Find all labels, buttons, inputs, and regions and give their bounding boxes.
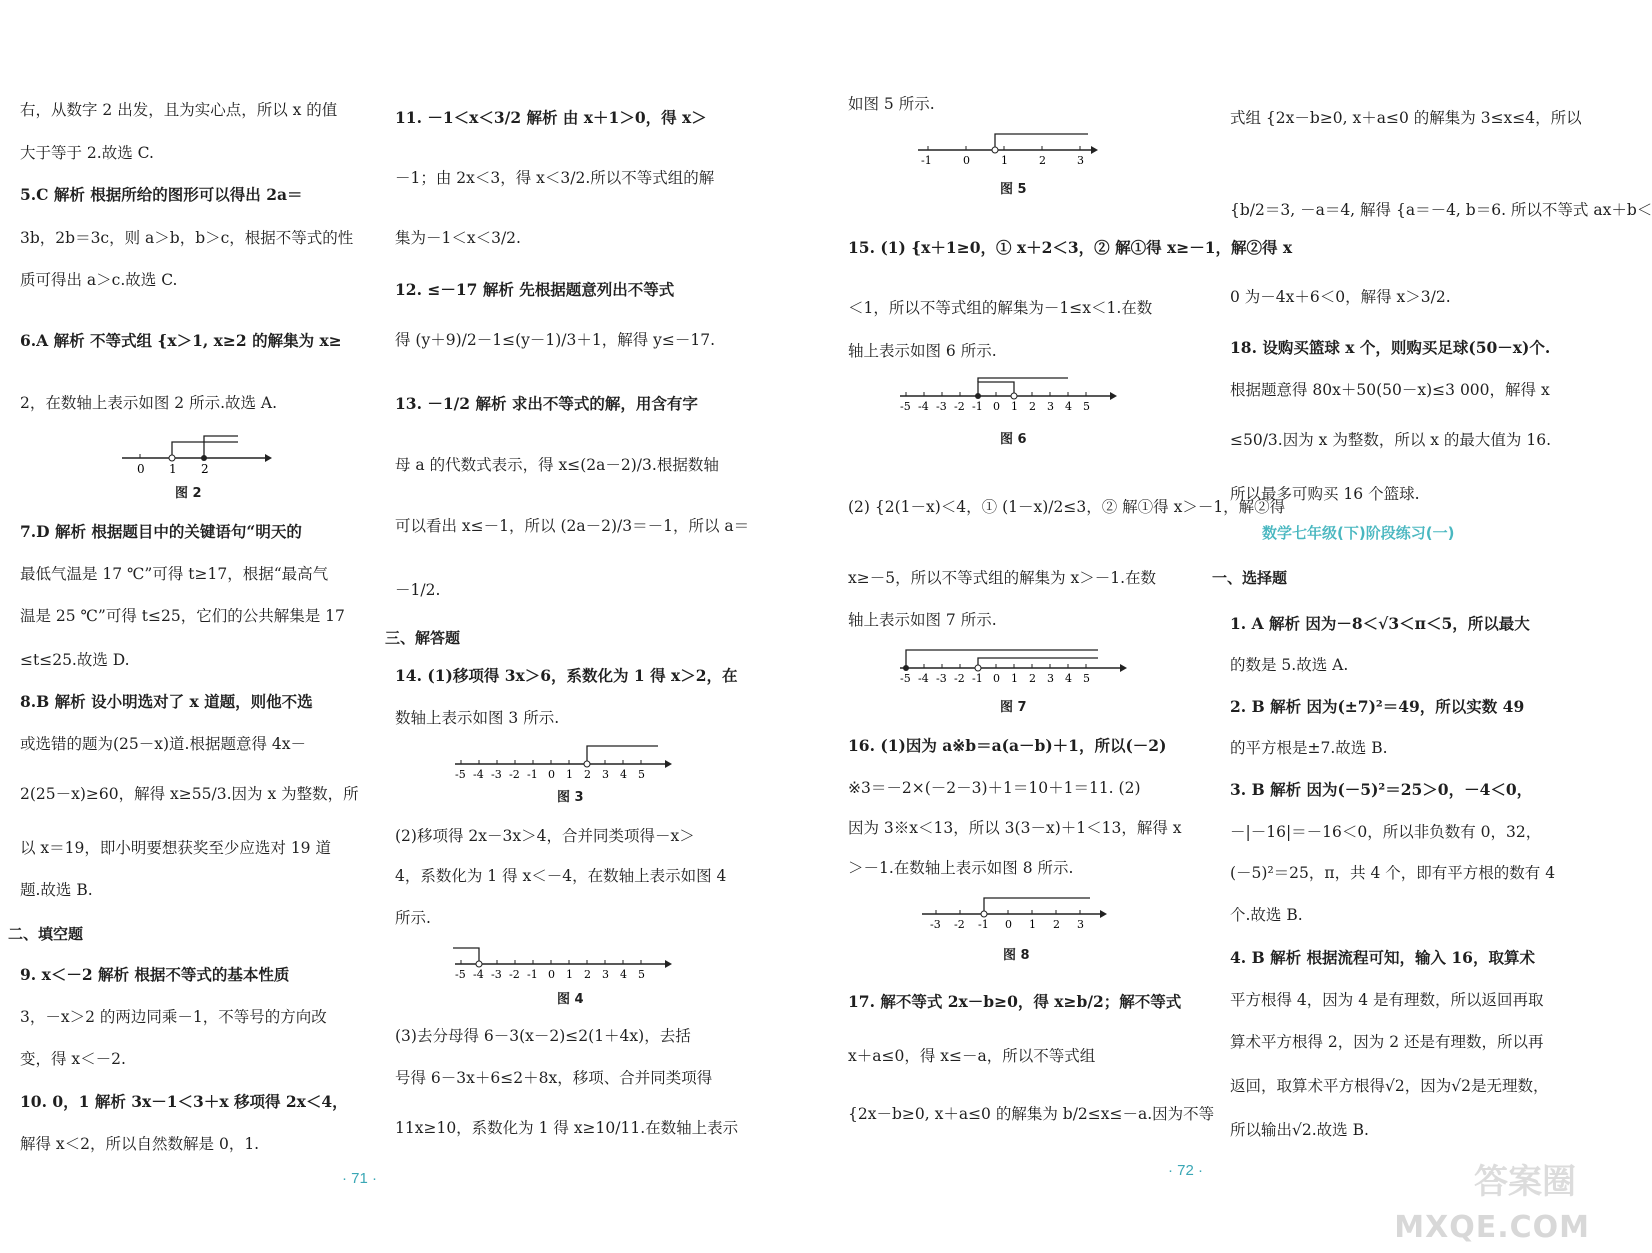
- text-line: 算术平方根得 2，因为 2 还是有理数，所以再: [1230, 1033, 1544, 1051]
- number-line-fig7: [898, 644, 1133, 686]
- text-line: 的数是 5.故选 A.: [1230, 656, 1349, 674]
- text-line: 16. (1)因为 a※b＝a(a－b)＋1，所以(－2): [848, 736, 1167, 755]
- section-title: 三、解答题: [385, 629, 461, 647]
- number-line-fig5: [916, 128, 1101, 168]
- text-line: 最低气温是 17 ℃”可得 t≥17，根据“最高气: [20, 565, 329, 583]
- tick-label: -3: [491, 968, 502, 981]
- tick-label: -1: [978, 918, 989, 931]
- number-line-fig2: [120, 428, 270, 476]
- text-line: 温是 25 ℃”可得 t≤25，它们的公共解集是 17: [20, 607, 345, 625]
- tick-label: -4: [473, 768, 484, 781]
- number-line-fig3: [453, 740, 675, 782]
- tick-label: 1: [566, 768, 573, 781]
- text-line: 17. 解不等式 2x－b≥0，得 x≥b/2；解不等式: [848, 992, 1182, 1011]
- watermark-text: MXQE.COM: [1394, 1210, 1590, 1245]
- tick-label: -2: [509, 768, 520, 781]
- text-line: 4，系数化为 1 得 x＜－4，在数轴上表示如图 4: [395, 867, 727, 885]
- tick-label: 2: [1029, 672, 1036, 685]
- text-line: 因为 3※x＜13，所以 3(3－x)＋1＜13，解得 x: [848, 819, 1182, 837]
- text-line: 变，得 x＜－2.: [20, 1050, 126, 1068]
- text-line: (2) {2(1－x)＜4，① (1－x)/2≤3，② 解①得 x＞－1，解②得: [848, 498, 1286, 516]
- tick-label: -1: [972, 400, 983, 413]
- tick-label: 3: [602, 968, 609, 981]
- tick-label: 0: [137, 462, 145, 476]
- text-line: 所以输出√2.故选 B.: [1230, 1121, 1369, 1139]
- section-title: 二、填空题: [8, 925, 84, 943]
- text-line: 2. B 解析 因为(±7)²＝49，所以实数 49: [1230, 697, 1525, 716]
- tick-label: -1: [972, 672, 983, 685]
- tick-label: -5: [900, 400, 911, 413]
- tick-label: 2: [1029, 400, 1036, 413]
- tick-label: 4: [620, 768, 627, 781]
- text-line: ＞－1.在数轴上表示如图 8 所示.: [848, 859, 1074, 877]
- text-line: 2(25－x)≥60，解得 x≥55/3.因为 x 为整数，所: [20, 785, 359, 803]
- tick-label: -4: [918, 672, 929, 685]
- tick-label: 5: [1083, 672, 1090, 685]
- tick-label: 2: [584, 768, 591, 781]
- page-number-left: · 71 ·: [342, 1170, 378, 1187]
- text-line: 平方根得 4，因为 4 是有理数，所以返回再取: [1230, 991, 1544, 1009]
- text-line: 可以看出 x≤－1，所以 (2a－2)/3＝－1，所以 a＝: [395, 517, 750, 535]
- figure-caption: 图 6: [1000, 432, 1027, 447]
- tick-label: -1: [527, 968, 538, 981]
- text-line: 1. A 解析 因为－8＜√3＜π＜5，所以最大: [1230, 614, 1530, 633]
- tick-label: -3: [936, 672, 947, 685]
- tick-label: -2: [954, 672, 965, 685]
- text-line: 所示.: [395, 909, 431, 927]
- figure-caption: 图 3: [557, 790, 584, 805]
- page-number-right: · 72 ·: [1168, 1162, 1204, 1179]
- text-line: 以 x＝19，即小明要想获奖至少应选对 19 道: [20, 839, 331, 857]
- text-line: 个.故选 B.: [1230, 906, 1303, 924]
- text-line: 母 a 的代数式表示，得 x≤(2a－2)/3.根据数轴: [395, 456, 719, 474]
- tick-label: 2: [584, 968, 591, 981]
- tick-label: 5: [1083, 400, 1090, 413]
- tick-label: 4: [1065, 672, 1072, 685]
- tick-label: -3: [930, 918, 941, 931]
- tick-label: -5: [455, 968, 466, 981]
- text-line: －1/2.: [395, 581, 441, 599]
- text-line: 数轴上表示如图 3 所示.: [395, 709, 560, 727]
- text-line: 集为－1＜x＜3/2.: [395, 229, 521, 247]
- tick-label: 0: [548, 768, 555, 781]
- text-line: 14. (1)移项得 3x＞6，系数化为 1 得 x＞2，在: [395, 666, 738, 685]
- text-line: x＋a≤0，得 x≤－a，所以不等式组: [848, 1047, 1096, 1065]
- tick-label: 1: [169, 462, 177, 476]
- text-line: 10. 0，1 解析 3x－1＜3＋x 移项得 2x＜4，: [20, 1092, 348, 1111]
- tick-label: -5: [455, 768, 466, 781]
- text-line: (－5)²＝25，π，共 4 个，即有平方根的数有 4: [1230, 864, 1556, 882]
- tick-label: -1: [527, 768, 538, 781]
- watermark-logo: 答案圈: [1474, 1162, 1576, 1202]
- tick-label: 0: [993, 672, 1000, 685]
- text-line: (3)去分母得 6－3(x－2)≤2(1＋4x)，去括: [395, 1027, 691, 1045]
- tick-label: 5: [638, 768, 645, 781]
- text-line: 12. ≤－17 解析 先根据题意列出不等式: [395, 280, 675, 299]
- text-line: {b/2＝3, －a＝4, 解得 {a＝－4, b＝6. 所以不等式 ax＋b＜: [1230, 201, 1652, 219]
- text-line: 0 为－4x＋6＜0，解得 x＞3/2.: [1230, 288, 1451, 306]
- tick-label: 3: [602, 768, 609, 781]
- tick-label: 3: [1077, 918, 1084, 931]
- text-line: 13. －1/2 解析 求出不等式的解，用含有字: [395, 394, 698, 413]
- text-line: 所以最多可购买 16 个篮球.: [1230, 485, 1420, 503]
- tick-label: -1: [921, 154, 932, 167]
- tick-label: -2: [954, 918, 965, 931]
- text-line: (2)移项得 2x－3x＞4，合并同类项得－x＞: [395, 827, 695, 845]
- text-line: 3，－x＞2 的两边同乘－1，不等号的方向改: [20, 1008, 327, 1026]
- tick-label: 2: [201, 462, 209, 476]
- text-line: －|－16|＝－16＜0，所以非负数有 0，32，: [1230, 823, 1542, 841]
- tick-label: 0: [1005, 918, 1012, 931]
- tick-label: 3: [1047, 672, 1054, 685]
- figure-caption: 图 5: [1000, 182, 1027, 197]
- text-line: ≤t≤25.故选 D.: [20, 651, 130, 669]
- text-line: －1；由 2x＜3，得 x＜3/2.所以不等式组的解: [395, 169, 715, 187]
- figure-caption: 图 7: [1000, 700, 1027, 715]
- tick-label: 3: [1047, 400, 1054, 413]
- figure-caption: 图 2: [175, 486, 202, 501]
- number-line-fig8: [920, 890, 1110, 932]
- tick-label: -2: [509, 968, 520, 981]
- text-line: 2，在数轴上表示如图 2 所示.故选 A.: [20, 394, 278, 412]
- text-line: 轴上表示如图 7 所示.: [848, 611, 997, 629]
- text-line: 或选错的题为(25－x)道.根据题意得 4x－: [20, 735, 307, 753]
- tick-label: 5: [638, 968, 645, 981]
- section-title: 一、选择题: [1212, 569, 1288, 587]
- text-line: 式组 {2x－b≥0, x＋a≤0 的解集为 3≤x≤4，所以: [1230, 109, 1582, 127]
- tick-label: 3: [1077, 154, 1084, 167]
- text-line: x≥－5，所以不等式组的解集为 x＞－1.在数: [848, 569, 1157, 587]
- text-line: 6.A 解析 不等式组 {x＞1, x≥2 的解集为 x≥: [20, 331, 342, 350]
- text-line: 11x≥10，系数化为 1 得 x≥10/11.在数轴上表示: [395, 1119, 739, 1137]
- text-line: 4. B 解析 根据流程可知，输入 16，取算术: [1230, 948, 1535, 967]
- tick-label: -3: [491, 768, 502, 781]
- text-line: {2x－b≥0, x＋a≤0 的解集为 b/2≤x≤－a.因为不等: [848, 1105, 1215, 1123]
- text-line: 得 (y＋9)/2－1≤(y－1)/3＋1，解得 y≤－17.: [395, 331, 716, 349]
- text-line: 大于等于 2.故选 C.: [20, 144, 154, 162]
- text-line: 15. (1) {x＋1≥0，① x＋2＜3，② 解①得 x≥－1，解②得 x: [848, 238, 1293, 257]
- tick-label: 4: [620, 968, 627, 981]
- text-line: 5.C 解析 根据所给的图形可以得出 2a＝: [20, 185, 303, 204]
- number-line-fig6: [898, 372, 1120, 414]
- tick-label: 0: [993, 400, 1000, 413]
- text-line: 轴上表示如图 6 所示.: [848, 342, 997, 360]
- tick-label: 2: [1053, 918, 1060, 931]
- text-line: 3. B 解析 因为(－5)²＝25＞0，－4＜0，: [1230, 780, 1533, 799]
- text-line: 的平方根是±7.故选 B.: [1230, 739, 1388, 757]
- tick-label: 0: [548, 968, 555, 981]
- text-line: 8.B 解析 设小明选对了 x 道题，则他不选: [20, 692, 313, 711]
- text-line: 号得 6－3x＋6≤2＋8x，移项、合并同类项得: [395, 1069, 713, 1087]
- text-line: 质可得出 a＞c.故选 C.: [20, 271, 178, 289]
- tick-label: -2: [954, 400, 965, 413]
- tick-label: 1: [1011, 672, 1018, 685]
- figure-caption: 图 4: [557, 992, 584, 1007]
- number-line-fig4: [453, 940, 675, 982]
- tick-label: 2: [1039, 154, 1046, 167]
- tick-label: -5: [900, 672, 911, 685]
- tick-label: 0: [963, 154, 970, 167]
- tick-label: -4: [918, 400, 929, 413]
- section-header: 数学七年级(下)阶段练习(一): [1262, 524, 1455, 542]
- text-line: ※3＝－2×(－2－3)＋1＝10＋1＝11. (2): [848, 779, 1141, 797]
- text-line: ≤50/3.因为 x 为整数，所以 x 的最大值为 16.: [1230, 431, 1551, 449]
- tick-label: -4: [473, 968, 484, 981]
- tick-label: 1: [566, 968, 573, 981]
- text-line: 如图 5 所示.: [848, 95, 935, 113]
- text-line: 11. －1＜x＜3/2 解析 由 x＋1＞0，得 x＞: [395, 108, 707, 127]
- figure-caption: 图 8: [1003, 948, 1030, 963]
- tick-label: 4: [1065, 400, 1072, 413]
- text-line: 3b，2b＝3c，则 a＞b，b＞c，根据不等式的性: [20, 229, 354, 247]
- text-line: 18. 设购买篮球 x 个，则购买足球(50－x)个.: [1230, 338, 1551, 357]
- text-line: ＜1，所以不等式组的解集为－1≤x＜1.在数: [848, 299, 1153, 317]
- text-line: 根据题意得 80x＋50(50－x)≤3 000，解得 x: [1230, 381, 1550, 399]
- tick-label: 1: [1001, 154, 1008, 167]
- text-line: 右，从数字 2 出发，且为实心点，所以 x 的值: [20, 101, 338, 119]
- text-line: 解得 x＜2，所以自然数解是 0，1.: [20, 1135, 260, 1153]
- text-line: 7.D 解析 根据题目中的关键语句“明天的: [20, 522, 302, 541]
- text-line: 返回，取算术平方根得√2，因为√2是无理数，: [1230, 1077, 1549, 1095]
- tick-label: 1: [1029, 918, 1036, 931]
- tick-label: 1: [1011, 400, 1018, 413]
- text-line: 题.故选 B.: [20, 881, 93, 899]
- text-line: 9. x＜－2 解析 根据不等式的基本性质: [20, 965, 290, 984]
- tick-label: -3: [936, 400, 947, 413]
